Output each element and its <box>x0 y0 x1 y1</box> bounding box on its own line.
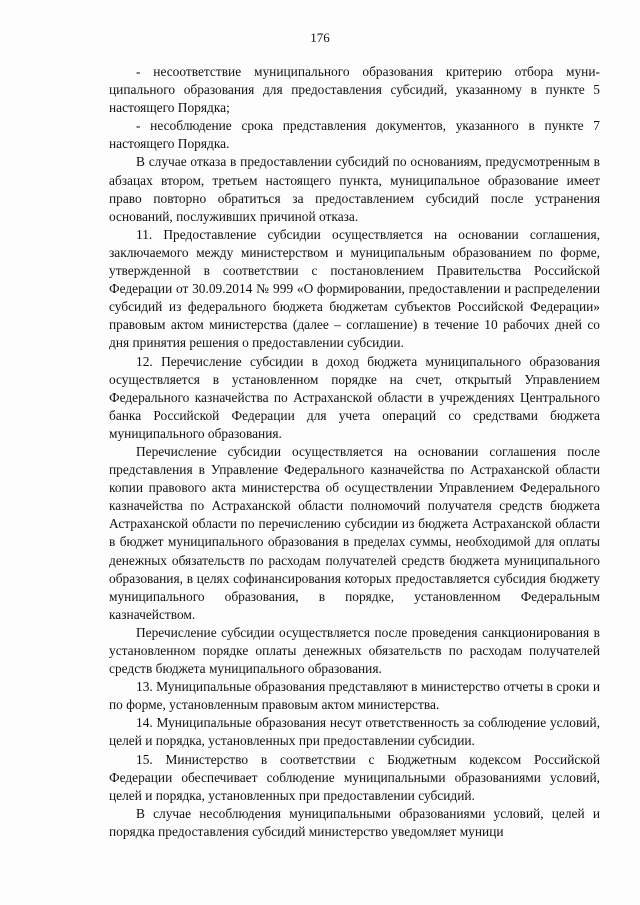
paragraph-item-11: 11. Предоставление субсидии осуществляется на основании соглашения, заключаемого между министерством и муниципальным образованием по форме, утвержденной в соответствии с постановлением Правительства Российской Федерации от 30.09.2014 № 999 «О формировании, предоставлении и распределении субсидий из федерального бюджета бюджетам субъектов Российской Федерации» правовым актом министерства (далее – соглашение) в течение 10 рабочих дней со дня принятия решения о предоставлении субсидии. <box>109 226 600 351</box>
paragraph-refusal-resubmission: В случае отказа в предоставлении субсидий по основаниям, предусмотренным в абзацах втором, третьем настоящего пункта, муниципальное образование имеет право повторно обратиться за предоставлением субсидий после устранения оснований, послуживших причиной отказа. <box>109 154 600 224</box>
page-number: 176 <box>310 30 330 45</box>
paragraph-item-13: 13. Муниципальные образования представляют в министерство отчеты в сроки и по форме, установленным правовым актом министерства. <box>109 679 600 713</box>
paragraph-deadline-violation: - несоблюдение срока представления документов, указанного в пункте 7 настоящего Порядка. <box>109 118 600 152</box>
paragraph-transfer-basis: Перечисление субсидии осуществляется на основании соглашения после представления в Управление Федерального казначейства по Астраханской области копии правового акта министерства об осуществлении Управлением Федерального казначейства по Астраханской области полномочий получателя средств бюджета Астраханской области по перечислению субсидии из бюджета Астраханской области в бюджет муниципального образования в пределах суммы, необходимой для оплаты денежных обязательств по расходам получателей средств бюджета муниципального образования, в целях софинансирования которых предоставляется субсидия бюджету муниципального образования, в порядке, установленном Федеральным казначейством. <box>109 443 600 622</box>
paragraph-item-12: 12. Перечисление субсидии в доход бюджета муниципального образования осуществляется в установленном порядке на счет, открытый Управлением Федерального казначейства по Астраханской области в учреждениях Центрального банка Российской Федерации для учета операций со средствами бюджета муниципального образования. <box>109 353 600 441</box>
paragraph-noncompliance: В случае несоблюдения муниципальными образованиями условий, целей и порядка предоставления субсидий министерство уведомляет муници <box>109 805 600 839</box>
paragraph-item-14: 14. Муниципальные образования несут ответственность за соблюдение условий, целей и порядка, установленных при предоставлении субсидии. <box>109 715 600 749</box>
paragraph-criteria-mismatch: - несоответствие муниципального образования критерию отбора муниципального образования для предоставления субсидий, указанному в пункте 5 настоящего Порядка; <box>109 64 600 116</box>
paragraph-item-15: 15. Министерство в соответствии с Бюджетным кодексом Российской Федерации обеспечивает соблюдение муниципальными образованиями условий, целей и порядка, установленных при предоставлении субсидий. <box>109 751 600 803</box>
document-body <box>109 63 600 841</box>
paragraph-transfer-sanction: Перечисление субсидии осуществляется после проведения санкционирования в установленном порядке оплаты денежных обязательств по расходам получателей средств бюджета муниципального образования. <box>109 624 600 677</box>
